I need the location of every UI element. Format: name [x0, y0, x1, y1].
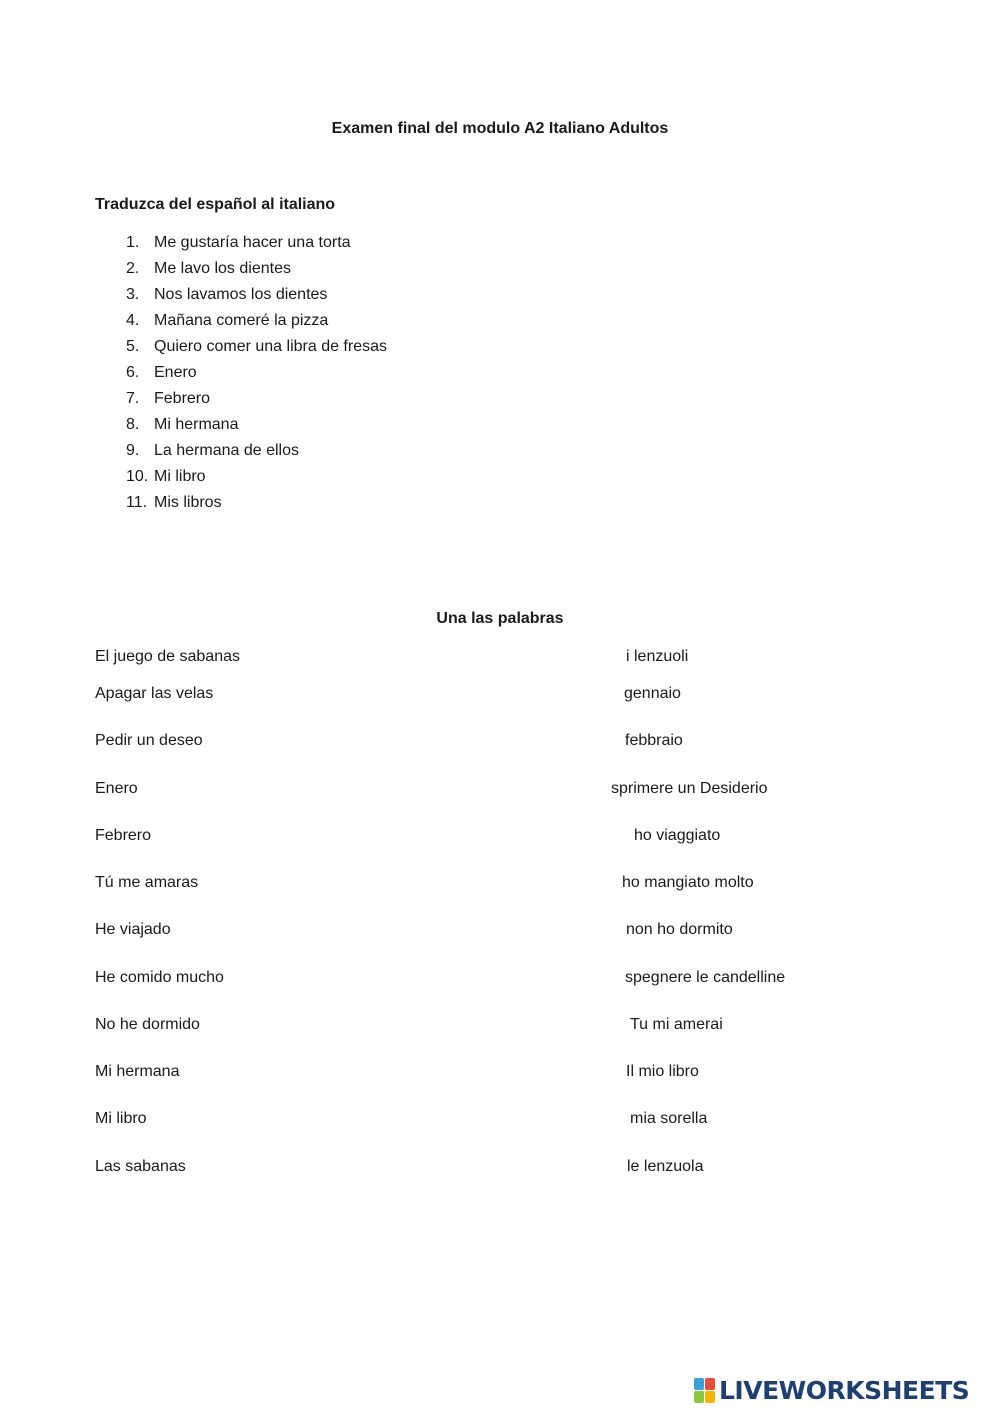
match-left-item: Las sabanas: [95, 1158, 186, 1175]
logo-block-v: [694, 1391, 704, 1403]
match-row: [0, 732, 1000, 754]
logo-block-i: [705, 1378, 715, 1390]
match-right-item: non ho dormito: [626, 921, 733, 938]
item-text: Febrero: [154, 390, 211, 407]
match-right-item: ho viaggiato: [634, 827, 721, 844]
match-row: [0, 1158, 1000, 1180]
match-row: [0, 874, 1000, 896]
item-number: 10.: [126, 468, 149, 485]
match-left-item: No he dormido: [95, 1016, 200, 1033]
match-right-item: i lenzuoli: [626, 648, 689, 665]
translate-section-heading: Traduzca del español al italiano: [95, 196, 336, 213]
match-right-item: spegnere le candelline: [625, 969, 786, 986]
match-left-item: Tú me amaras: [95, 874, 199, 891]
liveworksheets-brand: [694, 1376, 969, 1404]
item-text: La hermana de ellos: [154, 442, 299, 459]
match-row: [0, 648, 1000, 670]
match-row: [0, 1016, 1000, 1038]
match-right-item: gennaio: [624, 685, 681, 702]
item-text: Mañana comeré la pizza: [154, 312, 329, 329]
match-left-item: Mi libro: [95, 1110, 147, 1127]
match-left-item: Apagar las velas: [95, 685, 214, 702]
match-row: [0, 827, 1000, 849]
match-row: [0, 1110, 1000, 1132]
match-row: [0, 921, 1000, 943]
item-text: Nos lavamos los dientes: [154, 286, 328, 303]
match-left-item: Mi hermana: [95, 1063, 180, 1080]
page-title: Examen final del modulo A2 Italiano Adultos: [331, 120, 669, 137]
match-right-item: le lenzuola: [627, 1158, 704, 1175]
match-left-item: Febrero: [95, 827, 152, 844]
item-number: 3.: [126, 286, 140, 303]
match-row: [0, 969, 1000, 991]
match-right-item: Tu mi amerai: [630, 1016, 723, 1033]
item-text: Mi hermana: [154, 416, 239, 433]
item-number: 7.: [126, 390, 140, 407]
item-text: Mi libro: [154, 468, 206, 485]
match-left-item: Enero: [95, 780, 138, 797]
logo-block-e: [705, 1391, 715, 1403]
item-number: 8.: [126, 416, 140, 433]
item-text: Quiero comer una libra de fresas: [154, 338, 387, 355]
item-number: 4.: [126, 312, 140, 329]
match-section-heading: Una las palabras: [436, 610, 564, 627]
match-left-item: He viajado: [95, 921, 171, 938]
logo-block-l: [694, 1378, 704, 1390]
match-right-item: mia sorella: [630, 1110, 708, 1127]
match-row: [0, 1063, 1000, 1085]
item-number: 1.: [126, 234, 140, 251]
item-number: 6.: [126, 364, 140, 381]
match-left-item: He comido mucho: [95, 969, 224, 986]
liveworksheets-logo-icon: [694, 1378, 715, 1403]
liveworksheets-wordmark: LIVEWORKSHEETS: [719, 1375, 970, 1405]
item-number: 2.: [126, 260, 140, 277]
match-right-item: sprimere un Desiderio: [611, 780, 768, 797]
item-number: 5.: [126, 338, 140, 355]
match-right-item: Il mio libro: [626, 1063, 699, 1080]
match-left-item: Pedir un deseo: [95, 732, 203, 749]
item-text: Enero: [154, 364, 197, 381]
item-text: Me lavo los dientes: [154, 260, 291, 277]
item-number: 9.: [126, 442, 140, 459]
match-left-item: El juego de sabanas: [95, 648, 240, 665]
match-row: [0, 685, 1000, 707]
match-right-item: ho mangiato molto: [622, 874, 754, 891]
item-text: Mis libros: [154, 494, 222, 511]
item-number: 11.: [126, 494, 148, 511]
item-text: Me gustaría hacer una torta: [154, 234, 351, 251]
match-right-item: febbraio: [625, 732, 683, 749]
match-row: [0, 780, 1000, 802]
